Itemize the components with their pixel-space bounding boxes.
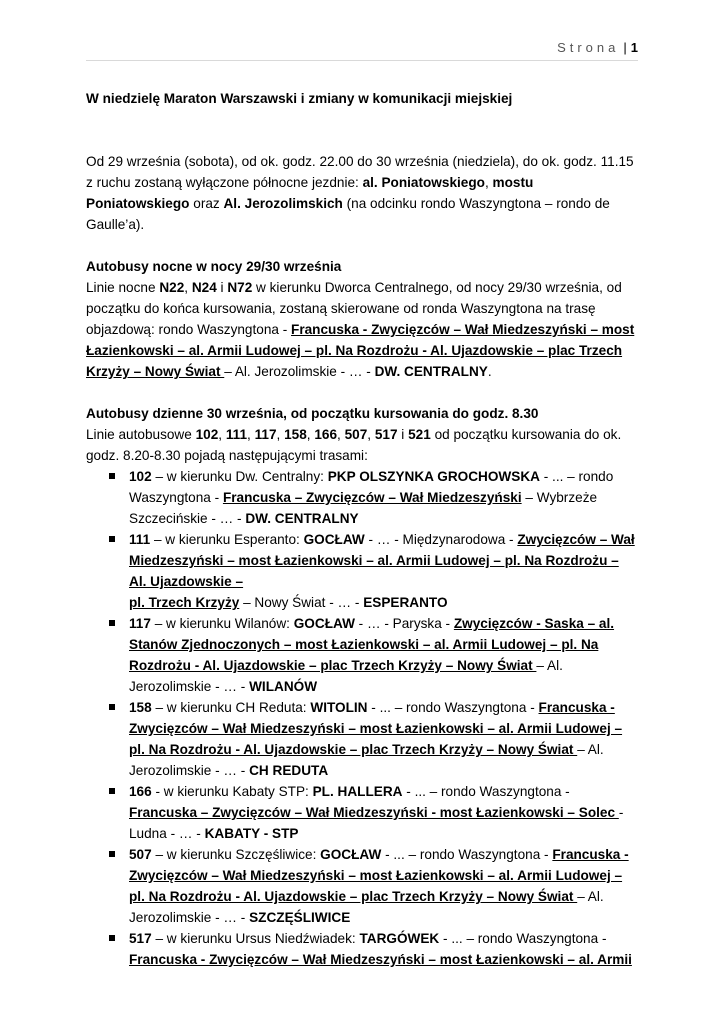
line-destination: DW. CENTRALNY: [245, 511, 359, 526]
night-text-3: i: [216, 280, 228, 295]
page-separator: |: [623, 40, 627, 55]
document-title: W niedzielę Maraton Warszawski i zmiany w komunikacji miejskiej: [86, 91, 513, 106]
day-sep: ,: [367, 427, 375, 442]
list-item: [129, 613, 638, 697]
day-line-158: 158: [284, 427, 307, 442]
line-direction: - w kierunku Kabaty STP:: [151, 784, 313, 799]
bullet-icon: [109, 704, 115, 710]
day-sep: ,: [247, 427, 255, 442]
bullet-icon: [109, 935, 115, 941]
bullet-icon: [109, 473, 115, 479]
intro-text-2: ,: [484, 175, 493, 190]
line-direction: – w kierunku Dw. Centralny:: [151, 469, 328, 484]
line-route-suffix: – Al. Jerozolimskie - … -: [129, 742, 604, 778]
night-detour-route: Francuska - Zwycięzców – Wał Miedzeszyński – most Łazienkowski – al. Armii Ludowej – pl. Na Rozdrożu - Al. Ujazdowskie – plac Trzech Krzyży – Nowy Świat: [86, 322, 635, 379]
line-destination: SZCZĘŚLIWICE: [249, 910, 351, 925]
night-destination: DW. CENTRALNY: [374, 364, 488, 379]
line-destination: CH REDUTA: [249, 763, 329, 778]
night-line-n22: N22: [159, 280, 185, 295]
line-direction: – w kierunku Esperanto:: [150, 532, 304, 547]
night-text-6: .: [487, 364, 492, 379]
day-line-517: 517: [374, 427, 398, 442]
day-line-166: 166: [314, 427, 338, 442]
line-route-suffix: – Al. Jerozolimskie - … -: [129, 658, 563, 694]
intro-bold-1: al. Poniatowskiego: [362, 175, 485, 190]
night-line-n24: N24: [191, 280, 217, 295]
line-route-prefix: - ... – rondo Waszyngtona -: [402, 784, 570, 799]
line-direction: – w kierunku Szczęśliwice:: [151, 847, 321, 862]
night-text-1: Linie nocne: [86, 280, 160, 295]
line-detour-route-cont: pl. Trzech Krzyży: [129, 595, 240, 610]
line-detour-route: Francuska - Zwycięzców – Wał Miedzeszyński – most Łazienkowski – al. Armii: [129, 952, 632, 967]
line-origin: PKP OLSZYNKA GROCHOWSKA: [327, 469, 540, 484]
line-number: 507: [129, 847, 152, 862]
line-origin: WITOLIN: [310, 700, 368, 715]
list-item: [129, 781, 638, 844]
line-detour-route: Francuska - Zwycięzców – Wał Miedzeszyński – most Łazienkowski – al. Armii Ludowej – pl. Na Rozdrożu - Al. Ujazdowskie – plac Trzech Krzyży – Nowy Świat: [129, 847, 629, 904]
page-header: [86, 40, 638, 60]
line-detour-route: Francuska – Zwycięzców – Wał Miedzeszyński: [222, 490, 522, 505]
intro-bold-3: Al. Jerozolimskich: [223, 196, 343, 211]
page-label: Strona: [557, 40, 620, 55]
bullet-icon: [109, 536, 115, 542]
line-number: 102: [129, 469, 152, 484]
intro-text-4: (na odcinku rondo Waszyngtona – rondo de Gaulle’a).: [86, 196, 610, 232]
night-heading: Autobusy nocne w nocy 29/30 września: [86, 259, 342, 274]
line-route-prefix: - … - Międzynarodowa -: [364, 532, 518, 547]
line-detour-route: Zwycięzców – Wał Miedzeszyński – most Łazienkowski – al. Armii Ludowej – pl. Na Rozdrożu – Al. Ujazdowskie –: [129, 532, 635, 589]
line-number: 117: [129, 616, 151, 631]
list-item: [129, 466, 638, 529]
day-sep: ,: [337, 427, 345, 442]
line-direction: – w kierunku Ursus Niedźwiadek:: [151, 931, 360, 946]
intro-text-3: oraz: [189, 196, 224, 211]
night-text-2: ,: [184, 280, 192, 295]
list-item: [129, 928, 638, 970]
page-number: 1: [630, 40, 638, 55]
line-direction: – w kierunku CH Reduta:: [151, 700, 311, 715]
day-heading: Autobusy dzienne 30 września, od początku kursowania do godz. 8.30: [86, 406, 539, 421]
day-text-2: od początku kursowania do ok. godz. 8.20-8.30 pojadą następującymi trasami:: [86, 427, 622, 463]
header-divider: [86, 60, 638, 61]
day-sep: ,: [306, 427, 315, 442]
day-line-507: 507: [344, 427, 368, 442]
line-direction: – w kierunku Wilanów:: [150, 616, 294, 631]
line-origin: PL. HALLERA: [312, 784, 403, 799]
night-paragraph: [86, 277, 638, 382]
line-number: 517: [129, 931, 152, 946]
document-body: [86, 88, 638, 970]
line-route-suffix: – Wybrzeże Szczecińskie - … -: [129, 490, 598, 526]
line-route-prefix: - ... – rondo Waszyngtona -: [367, 700, 539, 715]
line-number: 158: [129, 700, 152, 715]
line-origin: GOCŁAW: [320, 847, 382, 862]
line-origin: GOCŁAW: [293, 616, 355, 631]
bullet-icon: [109, 788, 115, 794]
day-line-111: 111: [225, 427, 248, 442]
line-route-prefix: - … - Paryska -: [354, 616, 454, 631]
line-origin: TARGÓWEK: [359, 931, 440, 946]
line-detour-route: Francuska – Zwycięzców – Wał Miedzeszyński - most Łazienkowski – Solec: [129, 805, 619, 820]
intro-bold-2: mostu Poniatowskiego: [86, 175, 534, 211]
list-item: [129, 697, 638, 781]
day-sep: i: [397, 427, 409, 442]
day-text-1: Linie autobusowe: [86, 427, 196, 442]
night-line-n72: N72: [227, 280, 253, 295]
line-detour-route: Zwycięzców - Saska – al. Stanów Zjednoczonych – most Łazienkowski – al. Armii Ludowej – pl. Na Rozdrożu - Al. Ujazdowskie – plac Trzech Krzyży – Nowy Świat: [129, 616, 615, 673]
line-route-prefix: - ... – rondo Waszyngtona -: [439, 931, 607, 946]
list-item: [129, 529, 638, 613]
line-route-suffix: – Nowy Świat - … -: [239, 595, 364, 610]
line-destination: ESPERANTO: [363, 595, 448, 610]
list-item: [129, 844, 638, 928]
day-line-102: 102: [195, 427, 219, 442]
day-sep: ,: [276, 427, 285, 442]
line-destination: WILANÓW: [249, 679, 318, 694]
line-number: 166: [129, 784, 152, 799]
day-line-521: 521: [408, 427, 431, 442]
bullet-icon: [109, 851, 115, 857]
line-route-prefix: - ... – rondo Waszyngtona -: [381, 847, 553, 862]
intro-paragraph: [86, 151, 638, 235]
line-destination: KABATY - STP: [204, 826, 299, 841]
night-text-4: w kierunku Dworca Centralnego, od nocy 29/30 września, od początku do końca kursowania, zostaną skierowane od ronda Waszyngtona na trasę objazdową: rondo Waszyngtona -: [86, 280, 622, 337]
line-detour-route: Francuska - Zwycięzców – Wał Miedzeszyński – most Łazienkowski – al. Armii Ludowej – pl. Na Rozdrożu - Al. Ujazdowskie – plac Trzech Krzyży – Nowy Świat: [129, 700, 623, 757]
line-route-suffix: – Al. Jerozolimskie - … -: [129, 889, 604, 925]
bus-line-list: [86, 466, 638, 970]
day-sep: ,: [218, 427, 226, 442]
line-origin: GOCŁAW: [303, 532, 365, 547]
line-route-suffix: - Ludna - … -: [129, 805, 624, 841]
intro-text-1: Od 29 września (sobota), od ok. godz. 22.00 do 30 września (niedziela), do ok. godz. 11.15 z ruchu zostaną wyłączone północne jezdnie:: [86, 154, 634, 190]
bullet-icon: [109, 620, 115, 626]
day-line-117: 117: [254, 427, 277, 442]
line-number: 111: [129, 532, 151, 547]
line-route-prefix: - ... – rondo Waszyngtona -: [129, 469, 614, 505]
day-paragraph: [86, 424, 638, 466]
night-text-5: – Al. Jerozolimskie - … -: [224, 364, 375, 379]
